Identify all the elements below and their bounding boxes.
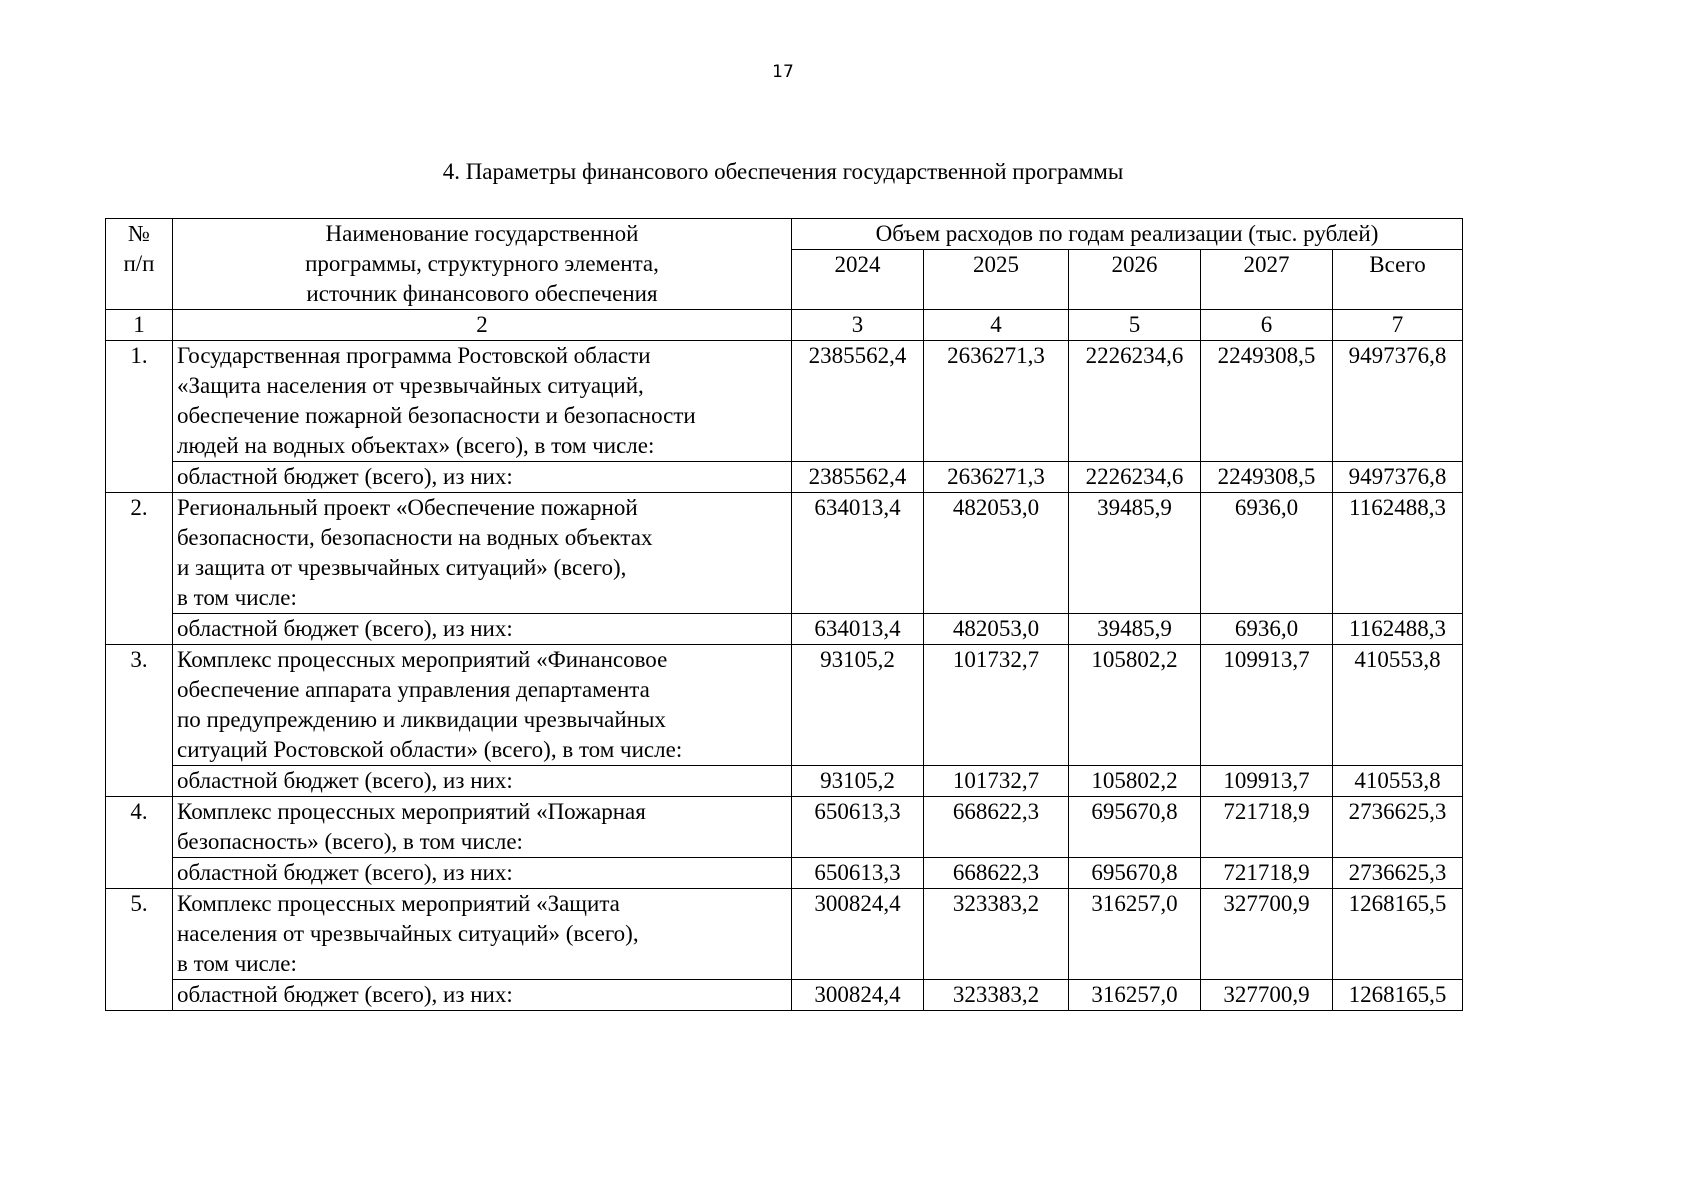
row-value: 2385562,4 bbox=[792, 341, 924, 462]
table-subrow bbox=[106, 462, 1463, 493]
subrow-value: 2636271,3 bbox=[924, 462, 1069, 493]
row-number: 2. bbox=[106, 493, 173, 645]
subrow-value: 327700,9 bbox=[1201, 980, 1333, 1011]
financing-table bbox=[105, 218, 1463, 1011]
header-year: 2024 bbox=[792, 250, 924, 310]
header-number bbox=[106, 219, 173, 310]
subrow-value: 93105,2 bbox=[792, 766, 924, 797]
row-value: 2226234,6 bbox=[1069, 341, 1201, 462]
document-title: 4. Параметры финансового обеспечения государственной программы bbox=[442, 159, 1124, 184]
row-value: 634013,4 bbox=[792, 493, 924, 614]
header-name-label: Наименование государственной программы, структурного элемента, источник финансового обеспечения bbox=[305, 221, 659, 306]
subrow-value: 668622,3 bbox=[924, 858, 1069, 889]
table-row bbox=[106, 889, 1463, 980]
row-name: Государственная программа Ростовской области «Защита населения от чрезвычайных ситуаций, обеспечение пожарной безопасности и безопасности людей на водных объектах» (всего), в том числе: bbox=[173, 341, 792, 462]
row-value: 101732,7 bbox=[924, 645, 1069, 766]
header-year: 2026 bbox=[1069, 250, 1201, 310]
row-value: 327700,9 bbox=[1201, 889, 1333, 980]
table-row bbox=[106, 645, 1463, 766]
row-value: 323383,2 bbox=[924, 889, 1069, 980]
subrow-name: областной бюджет (всего), из них: bbox=[173, 462, 792, 493]
subrow-value: 109913,7 bbox=[1201, 766, 1333, 797]
subrow-value: 6936,0 bbox=[1201, 614, 1333, 645]
column-number: 6 bbox=[1201, 310, 1333, 341]
row-value: 316257,0 bbox=[1069, 889, 1201, 980]
row-number: 5. bbox=[106, 889, 173, 1011]
subrow-value: 2249308,5 bbox=[1201, 462, 1333, 493]
subrow-name: областной бюджет (всего), из них: bbox=[173, 766, 792, 797]
subrow-value: 1162488,3 bbox=[1333, 614, 1463, 645]
row-value: 39485,9 bbox=[1069, 493, 1201, 614]
column-number: 2 bbox=[173, 310, 792, 341]
row-value: 2249308,5 bbox=[1201, 341, 1333, 462]
subrow-value: 695670,8 bbox=[1069, 858, 1201, 889]
row-name: Комплекс процессных мероприятий «Финансовое обеспечение аппарата управления департамента по предупреждению и ликвидации чрезвычайных ситуаций Ростовской области» (всего), в том числе: bbox=[173, 645, 792, 766]
subrow-value: 101732,7 bbox=[924, 766, 1069, 797]
table-row bbox=[106, 797, 1463, 858]
row-value: 721718,9 bbox=[1201, 797, 1333, 858]
row-value: 300824,4 bbox=[792, 889, 924, 980]
row-value: 482053,0 bbox=[924, 493, 1069, 614]
column-numbers-row bbox=[106, 310, 1463, 341]
subrow-value: 1268165,5 bbox=[1333, 980, 1463, 1011]
row-number: 4. bbox=[106, 797, 173, 889]
subrow-value: 323383,2 bbox=[924, 980, 1069, 1011]
row-value: 2636271,3 bbox=[924, 341, 1069, 462]
row-value: 93105,2 bbox=[792, 645, 924, 766]
row-value: 2736625,3 bbox=[1333, 797, 1463, 858]
subrow-name: областной бюджет (всего), из них: bbox=[173, 980, 792, 1011]
subrow-value: 9497376,8 bbox=[1333, 462, 1463, 493]
subrow-value: 105802,2 bbox=[1069, 766, 1201, 797]
subrow-value: 634013,4 bbox=[792, 614, 924, 645]
row-value: 410553,8 bbox=[1333, 645, 1463, 766]
subrow-value: 721718,9 bbox=[1201, 858, 1333, 889]
header-year: 2027 bbox=[1201, 250, 1333, 310]
table-row bbox=[106, 493, 1463, 614]
page-number: 17 bbox=[772, 62, 794, 82]
subrow-value: 300824,4 bbox=[792, 980, 924, 1011]
table-row bbox=[106, 341, 1463, 462]
column-number: 1 bbox=[106, 310, 173, 341]
subrow-name: областной бюджет (всего), из них: bbox=[173, 858, 792, 889]
subrow-value: 39485,9 bbox=[1069, 614, 1201, 645]
row-number: 1. bbox=[106, 341, 173, 493]
row-value: 6936,0 bbox=[1201, 493, 1333, 614]
table-subrow bbox=[106, 766, 1463, 797]
row-value: 668622,3 bbox=[924, 797, 1069, 858]
subrow-value: 2226234,6 bbox=[1069, 462, 1201, 493]
table-body bbox=[106, 341, 1463, 1011]
row-value: 9497376,8 bbox=[1333, 341, 1463, 462]
table-subrow bbox=[106, 858, 1463, 889]
table-subrow bbox=[106, 614, 1463, 645]
row-name: Комплекс процессных мероприятий «Защита населения от чрезвычайных ситуаций» (всего), в том числе: bbox=[173, 889, 792, 980]
header-volume: Объем расходов по годам реализации (тыс. рублей) bbox=[792, 219, 1463, 250]
row-value: 105802,2 bbox=[1069, 645, 1201, 766]
column-number: 4 bbox=[924, 310, 1069, 341]
subrow-value: 650613,3 bbox=[792, 858, 924, 889]
column-number: 7 bbox=[1333, 310, 1463, 341]
row-value: 1268165,5 bbox=[1333, 889, 1463, 980]
header-total: Всего bbox=[1333, 250, 1463, 310]
header-number-label: № п/п bbox=[123, 221, 155, 276]
subrow-value: 316257,0 bbox=[1069, 980, 1201, 1011]
row-value: 650613,3 bbox=[792, 797, 924, 858]
subrow-value: 482053,0 bbox=[924, 614, 1069, 645]
subrow-value: 2736625,3 bbox=[1333, 858, 1463, 889]
column-number: 5 bbox=[1069, 310, 1201, 341]
subrow-name: областной бюджет (всего), из них: bbox=[173, 614, 792, 645]
subrow-value: 410553,8 bbox=[1333, 766, 1463, 797]
row-value: 1162488,3 bbox=[1333, 493, 1463, 614]
header-year: 2025 bbox=[924, 250, 1069, 310]
row-name: Комплекс процессных мероприятий «Пожарная безопасность» (всего), в том числе: bbox=[173, 797, 792, 858]
header-name bbox=[173, 219, 792, 310]
row-value: 695670,8 bbox=[1069, 797, 1201, 858]
table-header bbox=[106, 219, 1463, 341]
row-value: 109913,7 bbox=[1201, 645, 1333, 766]
row-number: 3. bbox=[106, 645, 173, 797]
subrow-value: 2385562,4 bbox=[792, 462, 924, 493]
table-subrow bbox=[106, 980, 1463, 1011]
column-number: 3 bbox=[792, 310, 924, 341]
row-name: Региональный проект «Обеспечение пожарной безопасности, безопасности на водных объектах и защита от чрезвычайных ситуаций» (всего), в том числе: bbox=[173, 493, 792, 614]
